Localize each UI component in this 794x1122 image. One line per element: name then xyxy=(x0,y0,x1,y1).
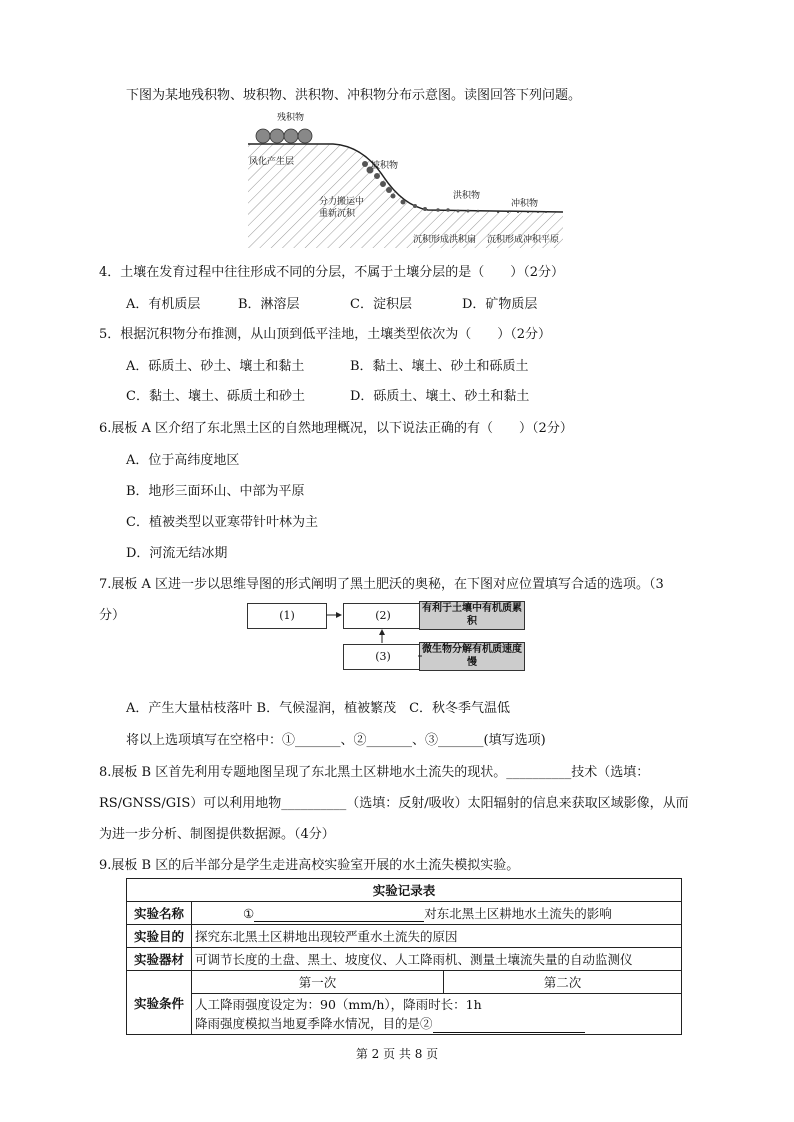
mindmap-box-3: (3) xyxy=(343,644,423,670)
q7-stem-cont: 分） xyxy=(99,608,126,623)
row-head-name: 实验名称 xyxy=(127,902,192,925)
q8-line-1: 8.展板 B 区首先利用专题地图呈现了东北黑土区耕地水土流失的现状。__________技术（选填： xyxy=(99,765,650,780)
row-head-equipment: 实验器材 xyxy=(127,948,192,971)
q4-stem: 4．土壤在发育过程中往往形成不同的分层，不属于土壤分层的是（ ）（2分） xyxy=(99,265,565,280)
row-value-equipment: 可调节长度的土盘、黑土、坡度仪、人工降雨机、测量土壤流失量的自动监测仪 xyxy=(192,948,682,971)
name-prefix: ① xyxy=(243,906,255,921)
label-shuili: 分力搬运中 xyxy=(319,197,365,207)
q7-options: A．产生大量枯枝落叶 B．气候湿润，植被繁茂 C．秋冬季气温低 xyxy=(126,701,511,716)
q5-stem: 5．根据沉积物分布推测，从山顶到低平洼地，土壤类型依次为（ ）（2分） xyxy=(99,327,552,342)
q8-line-3: 为进一步分析、制图提供数据源。（4分） xyxy=(99,827,335,842)
row-value-name xyxy=(192,902,682,925)
col-second: 第二次 xyxy=(444,971,682,994)
col-first: 第一次 xyxy=(192,971,444,994)
label-chongjiwu: 冲积物 xyxy=(511,199,539,209)
mindmap-box-2: (2) xyxy=(343,603,423,629)
page-footer: 第 2 页 共 8 页 xyxy=(355,1047,439,1061)
mindmap-result-2: 微生物分解有机质速度慢 xyxy=(419,642,525,671)
q7-stem: 7.展板 A 区进一步以思维导图的形式阐明了黑土肥沃的奥秘，在下图对应位置填写合适的选项。（3 xyxy=(99,577,664,592)
experiment-record-table xyxy=(126,878,682,1035)
row-head-purpose: 实验目的 xyxy=(127,925,192,948)
q7-fill: 将以上选项填写在空格中：①_______、②_______、③_______(填写选项) xyxy=(126,733,546,748)
label-chenji2: 沉积形成冲积平原 xyxy=(487,235,560,245)
q6-option-b: B．地形三面环山、中部为平原 xyxy=(126,484,305,499)
q5-option-c: C．黏土、壤土、砾质土和砂土 xyxy=(126,389,305,404)
mindmap-result-1: 有利于土壤中有机质累积 xyxy=(419,601,525,630)
label-chenji1: 沉积形成洪积扇 xyxy=(413,235,477,245)
q5-option-a: A．砾质土、砂土、壤土和黏土 xyxy=(126,359,305,374)
condition-detail xyxy=(192,994,682,1035)
q5-option-b: B．黏土、壤土、砂土和砾质土 xyxy=(350,359,529,374)
q6-option-d: D．河流无结冰期 xyxy=(126,546,228,561)
condition-line-2 xyxy=(195,1014,678,1033)
label-fenghua: 风化产生层 xyxy=(249,157,295,167)
label-shuili2: 重新沉积 xyxy=(319,209,356,219)
q4-option-c: C．淀积层 xyxy=(350,297,412,312)
q6-option-a: A．位于高纬度地区 xyxy=(126,453,240,468)
condition-line-1: 人工降雨强度设定为：90（mm/h），降雨时长：1h xyxy=(195,997,482,1012)
label-pojiwu: 坡积物 xyxy=(371,161,399,171)
label-hongjiwu: 洪积物 xyxy=(453,191,481,201)
q5-option-d: D．砾质土、壤土、砂土和黏土 xyxy=(350,389,530,404)
intro-text: 下图为某地残积物、坡积物、洪积物、冲积物分布示意图。读图回答下列问题。 xyxy=(126,88,582,103)
q4-option-a: A．有机质层 xyxy=(126,297,201,312)
condition-line-2-text: 降雨强度模拟当地夏季降水情况，目的是② xyxy=(195,1016,433,1031)
blank-2[interactable] xyxy=(433,1032,585,1033)
q6-stem: 6.展板 A 区介绍了东北黑土区的自然地理概况，以下说法正确的有（ ）（2分） xyxy=(99,421,573,436)
name-suffix: 对东北黑土区耕地水土流失的影响 xyxy=(424,906,612,921)
q9-stem: 9.展板 B 区的后半部分是学生走进高校实验室开展的水土流失模拟实验。 xyxy=(99,858,520,873)
table-title: 实验记录表 xyxy=(127,879,682,902)
q8-line-2: RS/GNSS/GIS）可以利用地物__________（选填：反射/吸收）太阳辐射的信息来获取区域影像，从而 xyxy=(99,796,689,811)
q4-option-d: D．矿物质层 xyxy=(462,297,538,312)
mindmap-box-1: (1) xyxy=(247,603,327,629)
blank-1[interactable] xyxy=(254,921,424,922)
q6-option-c: C．植被类型以亚寒带针叶林为主 xyxy=(126,515,318,530)
label-canjiwu: 残积物 xyxy=(277,113,305,123)
row-value-purpose: 探究东北黑土区耕地出现较严重水土流失的原因 xyxy=(192,925,682,948)
row-head-condition: 实验条件 xyxy=(127,971,192,1035)
q4-option-b: B．淋溶层 xyxy=(238,297,300,312)
